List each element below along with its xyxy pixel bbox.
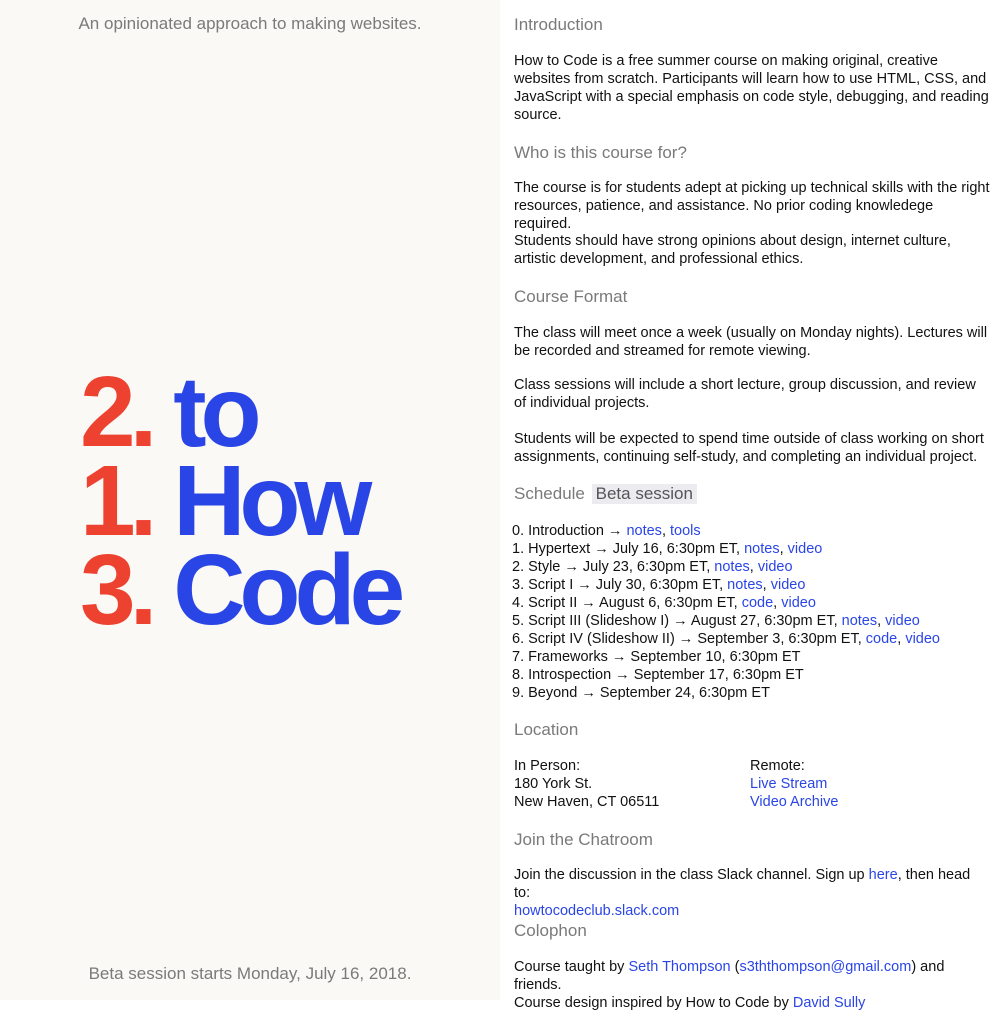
link-separator: ,: [749, 559, 758, 575]
audience-text-2: Students should have strong opinions about design, internet culture, artistic development, and professional ethics.: [514, 233, 951, 267]
live-stream-link[interactable]: Live Stream: [750, 776, 828, 792]
video-link[interactable]: video: [781, 595, 816, 611]
format-text-1: The class will meet once a week (usually on Monday nights). Lectures will be recorded and streamed for remote viewing.: [514, 325, 988, 359]
hero-number: 3.: [80, 534, 152, 646]
schedule-item: [512, 684, 940, 702]
hero-word: How: [173, 445, 367, 557]
session-badge: Beta session: [592, 484, 697, 504]
notes-link[interactable]: notes: [714, 559, 750, 575]
link-separator: ,: [773, 595, 782, 611]
code-link[interactable]: code: [865, 631, 898, 647]
teacher-link[interactable]: Seth Thompson: [628, 959, 731, 975]
notes-link[interactable]: notes: [744, 541, 780, 557]
schedule-item: [512, 648, 940, 666]
schedule-item: [512, 594, 940, 612]
remote-label: Remote:: [750, 758, 805, 774]
audience-text-1: The course is for students adept at picking up technical skills with the right resources, patience, and assistance. No prior coding knowledege required.: [514, 180, 990, 232]
in-person-label: In Person:: [514, 758, 581, 774]
video-link[interactable]: video: [770, 577, 806, 593]
hero-line-how: [80, 445, 399, 557]
schedule-item-text: 3. Script I → July 30, 6:30pm ET,: [512, 577, 728, 593]
colophon-text-3: ) and friends.: [514, 959, 945, 993]
hero-line-code: [80, 534, 400, 646]
colophon-text-4: Course design inspired by How to Code by: [514, 995, 793, 1011]
notes-link[interactable]: notes: [727, 577, 763, 593]
introduction-text: How to Code is a free summer course on making original, creative websites from scratch. Participants will learn how to use HTML, CSS, and JavaScript with a special emphasis on code style, debugging, and reading source.: [514, 53, 989, 123]
colophon-text-1: Course taught by: [514, 959, 629, 975]
video-link[interactable]: video: [757, 559, 793, 575]
hero-title: [80, 356, 400, 646]
colophon-text: [514, 958, 990, 1012]
address-line-2: New Haven, CT 06511: [514, 794, 660, 810]
schedule-item-text: 5. Script III (Slideshow I) → August 27, 6:30pm ET,: [512, 613, 842, 629]
chatroom-text: [514, 866, 990, 920]
schedule-item-text: 8. Introspection → September 17, 6:30pm ET: [512, 667, 804, 683]
link-separator: ,: [877, 613, 886, 629]
schedule-item-text: 6. Script IV (Slideshow II) → September 3, 6:30pm ET,: [512, 631, 866, 647]
schedule-item-text: 0. Introduction →: [512, 523, 627, 539]
code-link[interactable]: code: [741, 595, 774, 611]
introduction-heading: Introduction: [514, 15, 603, 34]
video-link[interactable]: video: [885, 613, 920, 629]
chatroom-text-after: , then head to:: [514, 867, 971, 901]
link-separator: ,: [897, 631, 906, 647]
chatroom-text-before: Join the discussion in the class Slack channel. Sign up: [514, 867, 869, 883]
hero-number: 1.: [80, 445, 152, 557]
audience-heading: Who is this course for?: [514, 143, 687, 162]
video-link[interactable]: video: [905, 631, 940, 647]
schedule-item: [512, 576, 940, 594]
format-text-3: Students will be expected to spend time outside of class working on short assignments, continuing self-study, and completing an individual project.: [514, 431, 984, 465]
schedule-item: [512, 666, 940, 684]
colophon-text-2: (: [730, 959, 740, 975]
schedule-item: [512, 630, 940, 648]
schedule-title: Schedule: [514, 484, 585, 503]
schedule-item-text: 4. Script II → August 6, 6:30pm ET,: [512, 595, 742, 611]
chatroom-heading: Join the Chatroom: [514, 830, 653, 849]
course-details: [512, 0, 990, 1011]
slack-signup-link[interactable]: here: [868, 867, 898, 883]
left-panel: [0, 0, 500, 1000]
address-line-1: 180 York St.: [514, 776, 593, 792]
schedule-item-text: 2. Style → July 23, 6:30pm ET,: [512, 559, 715, 575]
link-separator: ,: [661, 523, 670, 539]
schedule-item: [512, 540, 940, 558]
schedule-item-text: 7. Frameworks → September 10, 6:30pm ET: [512, 649, 801, 665]
schedule-heading: [514, 484, 697, 504]
beta-start-note: Beta session starts Monday, July 16, 2018.: [88, 964, 412, 983]
hero-word: to: [173, 356, 256, 468]
link-separator: ,: [762, 577, 771, 593]
email-link[interactable]: s3ththompson@gmail.com: [739, 959, 912, 975]
designer-link[interactable]: David Sully: [792, 995, 866, 1011]
schedule-list: [512, 522, 940, 702]
schedule-item: [512, 522, 940, 540]
location-heading: Location: [514, 720, 579, 739]
tagline: An opinionated approach to making websites.: [78, 14, 422, 33]
format-text-2: Class sessions will include a short lecture, group discussion, and review of individual projects.: [514, 377, 976, 411]
hero-word: Code: [173, 534, 400, 646]
tools-link[interactable]: tools: [670, 523, 701, 539]
link-separator: ,: [779, 541, 788, 557]
schedule-item-text: 9. Beyond → September 24, 6:30pm ET: [512, 685, 770, 701]
notes-link[interactable]: notes: [841, 613, 878, 629]
video-archive-link[interactable]: Video Archive: [750, 794, 839, 810]
schedule-item: [512, 558, 940, 576]
format-heading: Course Format: [514, 287, 628, 306]
notes-link[interactable]: notes: [626, 523, 662, 539]
hero-number: 2.: [80, 356, 152, 468]
slack-workspace-link[interactable]: howtocodeclub.slack.com: [514, 903, 680, 919]
colophon-heading: Colophon: [514, 921, 587, 940]
video-link[interactable]: video: [787, 541, 823, 557]
schedule-item: [512, 612, 940, 630]
schedule-item-text: 1. Hypertext → July 16, 6:30pm ET,: [512, 541, 745, 557]
remote-location: [750, 757, 838, 811]
in-person-location: [514, 757, 659, 811]
hero-line-to: [80, 356, 399, 468]
